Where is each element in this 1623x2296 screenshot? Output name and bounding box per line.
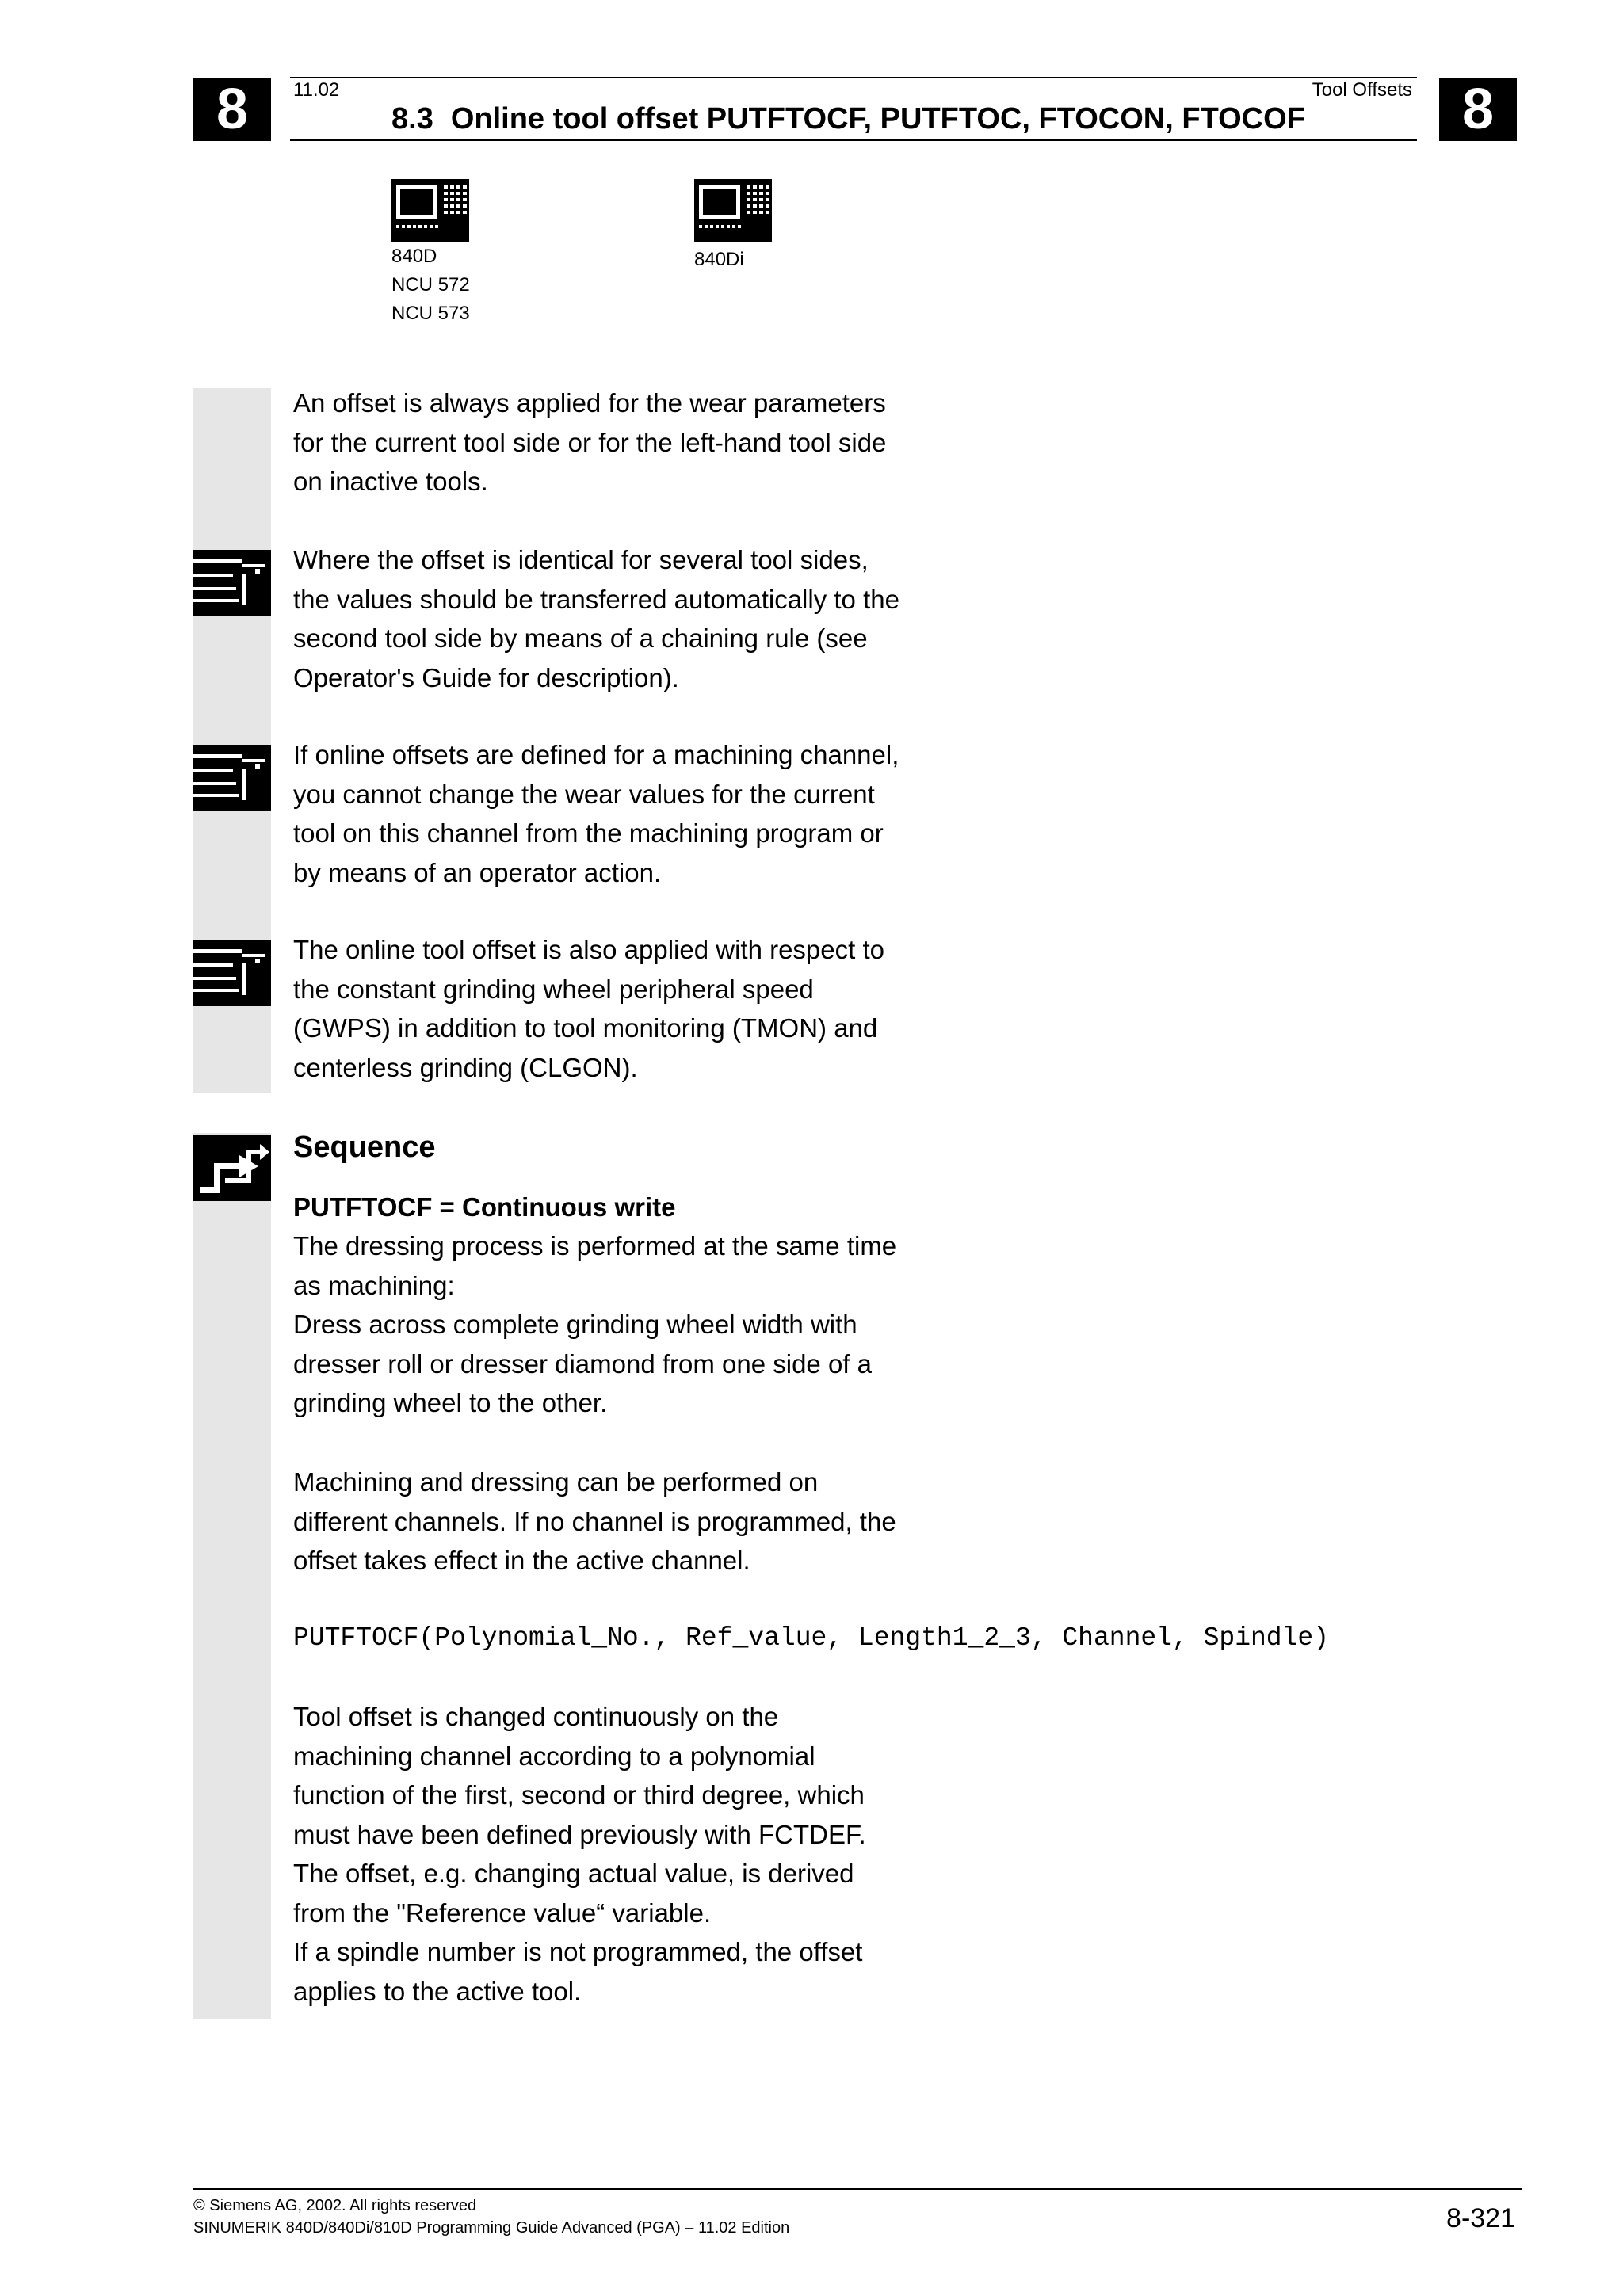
control-panel-icon [694,179,772,242]
sequence-arrows-icon [193,1135,271,1201]
footer-rule [193,2188,1522,2190]
paragraph-chaining-rule: Where the offset is identical for several tool sides, the values should be transferred automatically to the second tool side by means of a chaining rule (see Operator's Guide for description). [293,545,899,692]
header-date: 11.02 [293,79,340,101]
control-panel-icon [391,179,469,242]
control-label-840d: 840D NCU 572 NCU 573 [391,246,470,324]
chapter-number-left: 8 [193,78,271,141]
paragraph-channels: Machining and dressing can be performed on different channels. If no channel is programmed, the offset takes effect in the active channel. [293,1467,896,1575]
paragraph-offset-applied: An offset is always applied for the wear parameters for the current tool side or for the left-hand tool side on inactive tools. [293,388,887,496]
paragraph-polynomial: Tool offset is changed continuously on the machining channel according to a polynomial function of the first, second or third degree, which must have been defined previously with FCTDEF. The offset, e.g. changing actual value, is derived from the "Reference value“ variable. If a spindle number is not programmed, the offset applies to the active tool. [293,1702,866,2006]
paragraph-machining-channel: If online offsets are defined for a machining channel, you cannot change the wear values for the current tool on this channel from the machining program or by means of an operator action. [293,740,899,887]
code-syntax: PUTFTOCF(Polynomial_No., Ref_value, Length1_2_3, Channel, Spindle) [293,1623,1330,1653]
sequence-subheading: PUTFTOCF = Continuous write [293,1192,676,1222]
header-top-rule [290,77,1417,78]
pointing-hand-icon [193,745,271,811]
margin-bar-lower [193,1133,271,2019]
pointing-hand-icon [193,550,271,616]
page-number: 8-321 [1446,2203,1515,2233]
header-bottom-rule [290,139,1417,141]
section-number: 8.3 [391,102,433,135]
sequence-heading: Sequence [293,1131,436,1164]
chapter-number-right: 8 [1439,78,1517,141]
section-title [391,101,1305,136]
control-label-840di: 840Di [694,249,744,270]
paragraph-dressing-process: The dressing process is performed at the same time as machining: Dress across complete grinding wheel width with dresser roll or dresser diamond from one side of a grinding wheel to the other. [293,1231,897,1417]
footer-copyright: © Siemens AG, 2002. All rights reserved [193,2197,477,2214]
footer-edition: SINUMERIK 840D/840Di/810D Programming Guide Advanced (PGA) – 11.02 Edition [193,2219,790,2237]
section-title-text: Online tool offset PUTFTOCF, PUTFTOC, FTOCON, FTOCOF [450,102,1305,135]
paragraph-gwps: The online tool offset is also applied with respect to the constant grinding wheel peripheral speed (GWPS) in addition to tool monitoring (TMON) and centerless grinding (CLGON). [293,935,884,1082]
header-chapter-title: Tool Offsets [1312,79,1412,101]
pointing-hand-icon [193,940,271,1006]
